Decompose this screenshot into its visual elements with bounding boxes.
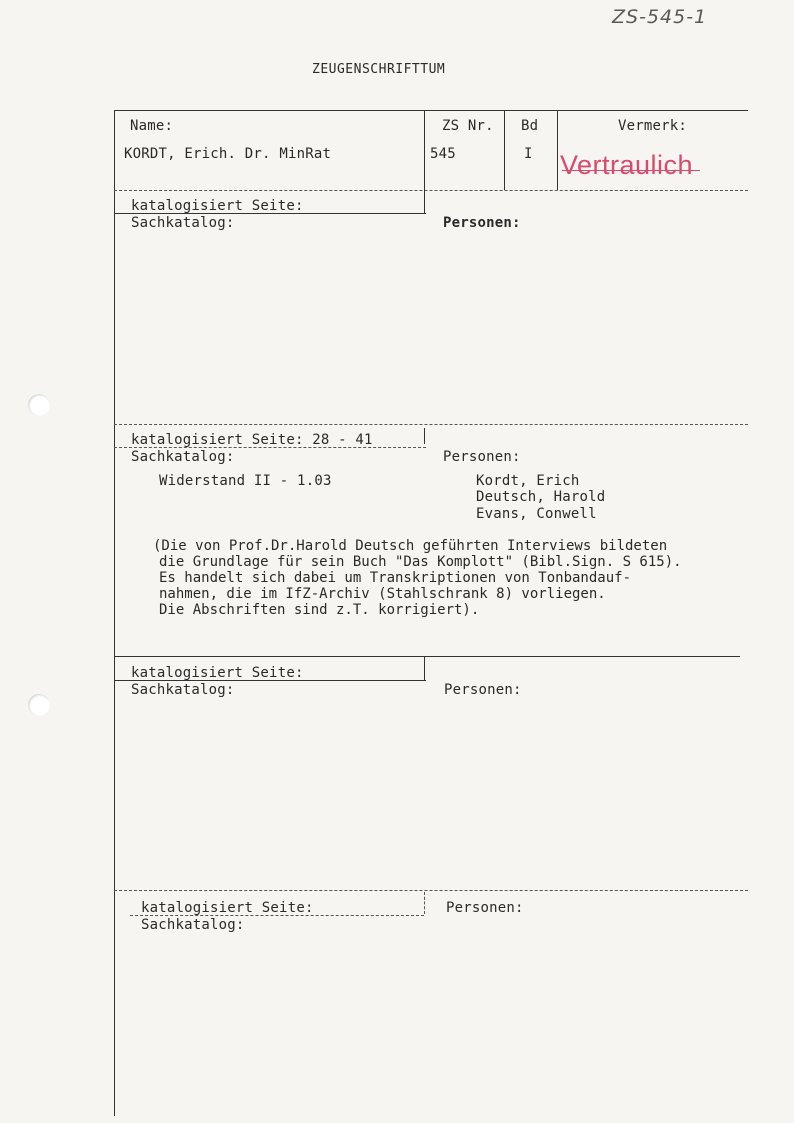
header-top-rule [114, 110, 748, 111]
section-divider-3 [114, 890, 748, 891]
katalogisiert-label: katalogisiert Seite: 28 - 41 [131, 432, 373, 448]
sachkatalog-label: Sachkatalog: [141, 917, 245, 933]
bd-value: I [524, 146, 533, 162]
sachkatalog-label: Sachkatalog: [131, 682, 235, 698]
remark-line: Es handelt sich dabei um Transkriptionen von Tonbandauf- [159, 570, 632, 586]
left-margin-rule [114, 110, 115, 1116]
personen-label: Personen: [443, 449, 521, 465]
katalogisiert-side-rule [424, 190, 425, 214]
katalogisiert-underline [114, 680, 426, 681]
katalogisiert-label: katalogisiert Seite: [141, 900, 314, 916]
personen-label: Personen: [443, 215, 521, 231]
katalogisiert-side-rule [424, 428, 425, 444]
remark-line: die Grundlage für sein Buch "Das Komplott" (Bibl.Sign. S 615). [159, 554, 682, 570]
name-label: Name: [130, 118, 174, 134]
section-divider-1 [114, 424, 748, 425]
zs-number-label: ZS Nr. [442, 118, 494, 134]
stamp-strike-line [562, 170, 700, 171]
sachkatalog-entry: Widerstand II - 1.03 [159, 473, 332, 489]
bd-label: Bd [521, 118, 539, 134]
personen-label: Personen: [444, 682, 522, 698]
handwritten-reference: ZS-545-1 [612, 6, 708, 28]
sachkatalog-label: Sachkatalog: [131, 215, 235, 231]
header-divider-2 [504, 110, 505, 190]
sachkatalog-label: Sachkatalog: [131, 449, 235, 465]
katalogisiert-label: katalogisiert Seite: [131, 198, 304, 214]
section-divider-2 [114, 656, 740, 657]
person-entry: Evans, Conwell [476, 506, 597, 522]
document-title: ZEUGENSCHRIFTTUM [312, 62, 446, 77]
personen-label: Personen: [446, 900, 524, 916]
katalogisiert-underline [130, 915, 424, 916]
remark-line: Die Abschriften sind z.T. korrigiert). [159, 602, 480, 618]
header-bottom-rule [114, 190, 748, 191]
punch-hole-bottom [28, 694, 50, 716]
katalogisiert-side-rule [424, 892, 425, 914]
katalogisiert-underline [114, 213, 426, 214]
name-value: KORDT, Erich. Dr. MinRat [124, 146, 332, 162]
person-entry: Deutsch, Harold [476, 489, 606, 505]
katalogisiert-side-rule [424, 656, 425, 681]
katalogisiert-label: katalogisiert Seite: [131, 665, 304, 681]
confidential-stamp: Vertraulich [560, 150, 694, 180]
punch-hole-top [28, 394, 50, 416]
zs-number-value: 545 [430, 146, 456, 162]
katalogisiert-underline [114, 447, 426, 448]
person-entry: Kordt, Erich [476, 473, 580, 489]
header-divider-3 [557, 110, 558, 190]
remark-line: nahmen, die im IfZ-Archiv (Stahlschrank 8) vorliegen. [159, 586, 606, 602]
header-divider-1 [424, 110, 425, 190]
vermerk-label: Vermerk: [618, 118, 688, 134]
remark-line: (Die von Prof.Dr.Harold Deutsch geführten Interviews bildeten [153, 538, 668, 554]
